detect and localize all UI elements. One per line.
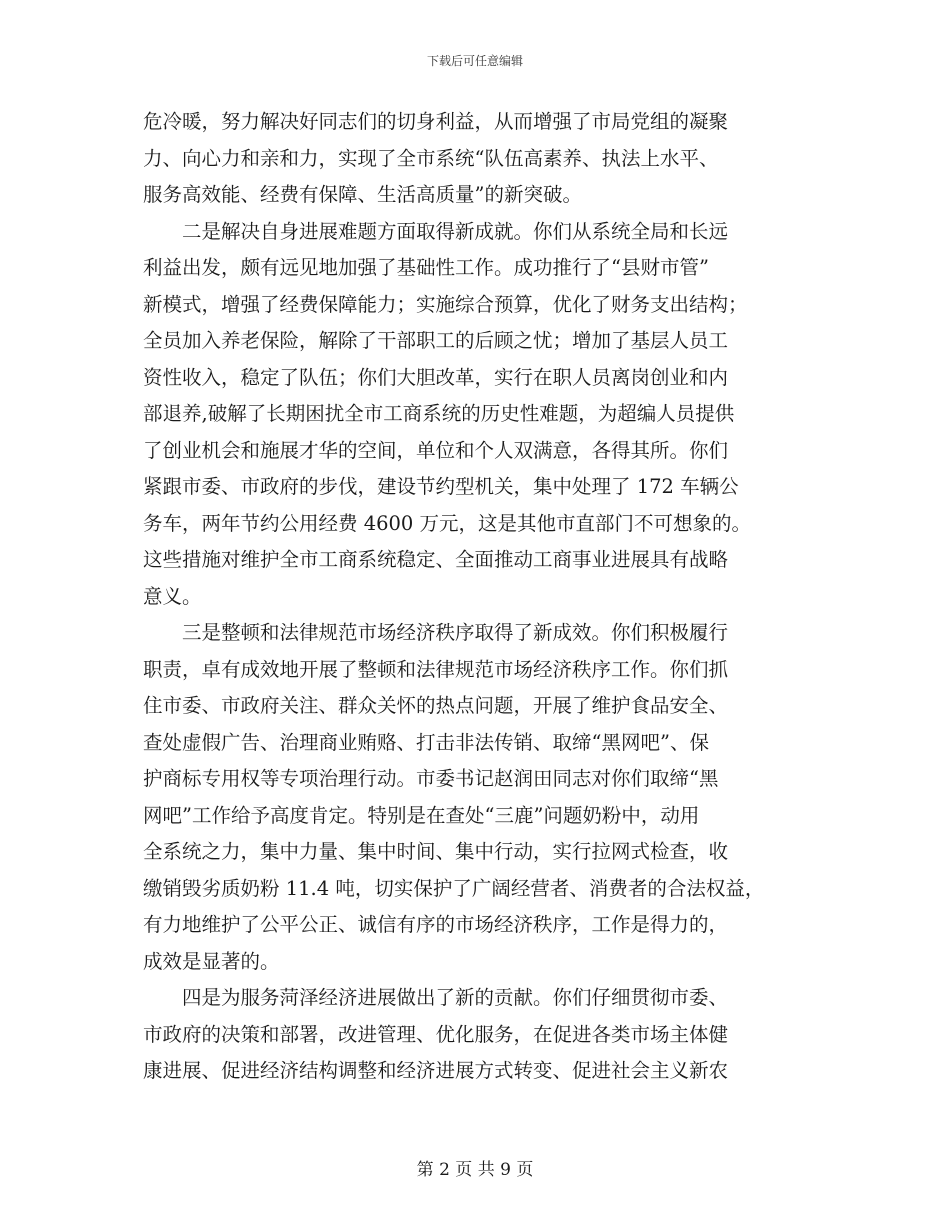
text-line: 新模式，增强了经费保障能力；实施综合预算，优化了财务支出结构； [143,292,748,316]
text-line: 部退养,破解了长期困扰全市工商系统的历史性难题，为超编人员提供 [143,402,735,425]
text-line: 住市委、市政府关注、群众关怀的热点问题，开展了维护食品安全、 [143,694,729,717]
text-line: 二是解决自身进展难题方面取得新成就。你们从系统全局和长远 [143,219,729,243]
text-line: 四是为服务菏泽经济进展做出了新的贡献。你们仔细贯彻市委、 [143,986,729,1009]
text-line: 网吧”工作给予高度肯定。特别是在查处“三鹿”问题奶粉中，动用 [143,803,700,827]
text-line: 务车，两年节约公用经费 4600 万元，这是其他市直部门不可想象的。 [143,511,752,535]
text-line: 康进展、促进经济结构调整和经济进展方式转变、促进社会主义新农 [143,1059,729,1082]
text-line: 有力地维护了公平公正、诚信有序的市场经济秩序，工作是得力的， [143,913,729,936]
page-number: 第 2 页 共 9 页 [416,1160,534,1180]
text-line: 这些措施对维护全市工商系统稳定、全面推动工商事业进展具有战略 [143,548,729,571]
text-line: 服务高效能、经费有保障、生活高质量”的新突破。 [143,183,582,206]
text-line: 成效是显著的。 [143,949,280,973]
text-line: 职责，卓有成效地开展了整顿和法律规范市场经济秩序工作。你们抓 [143,657,729,681]
text-line: 利益出发，颇有远见地加强了基础性工作。成功推行了“县财市管” [143,256,709,279]
text-line: 缴销毁劣质奶粉 11.4 吨，切实保护了广阔经营者、消费者的合法权益， [143,876,765,900]
text-line: 市政府的决策和部署，改进管理、优化服务，在促进各类市场主体健 [143,1022,729,1046]
text-line: 力、向心力和亲和力，实现了全市系统“队伍高素养、执法上水平、 [143,146,719,170]
text-line: 查处虚假广告、治理商业贿赂、打击非法传销、取缔“黑网吧”、保 [143,730,709,754]
text-line: 意义。 [143,584,202,608]
text-line: 资性收入，稳定了队伍；你们大胆改革，实行在职人员离岗创业和内 [143,365,729,389]
text-line: 护商标专用权等专项治理行动。市委书记赵润田同志对你们取缔“黑 [143,767,719,790]
text-line: 三是整顿和法律规范市场经济秩序取得了新成效。你们积极履行 [143,621,729,644]
text-line: 危冷暖，努力解决好同志们的切身利益，从而增强了市局党组的凝聚 [143,110,729,133]
page-header: 下载后可任意编辑 [426,54,523,68]
text-line: 全系统之力，集中力量、集中时间、集中行动，实行拉网式检查，收 [143,840,729,863]
text-line: 全员加入养老保险，解除了干部职工的后顾之忧；增加了基层人员工 [143,329,729,352]
text-line: 紧跟市委、市政府的步伐，建设节约型机关，集中处理了 172 车辆公 [143,475,739,498]
document-body [143,104,819,1090]
text-line: 了创业机会和施展才华的空间，单位和个人双满意，各得其所。你们 [143,438,729,462]
